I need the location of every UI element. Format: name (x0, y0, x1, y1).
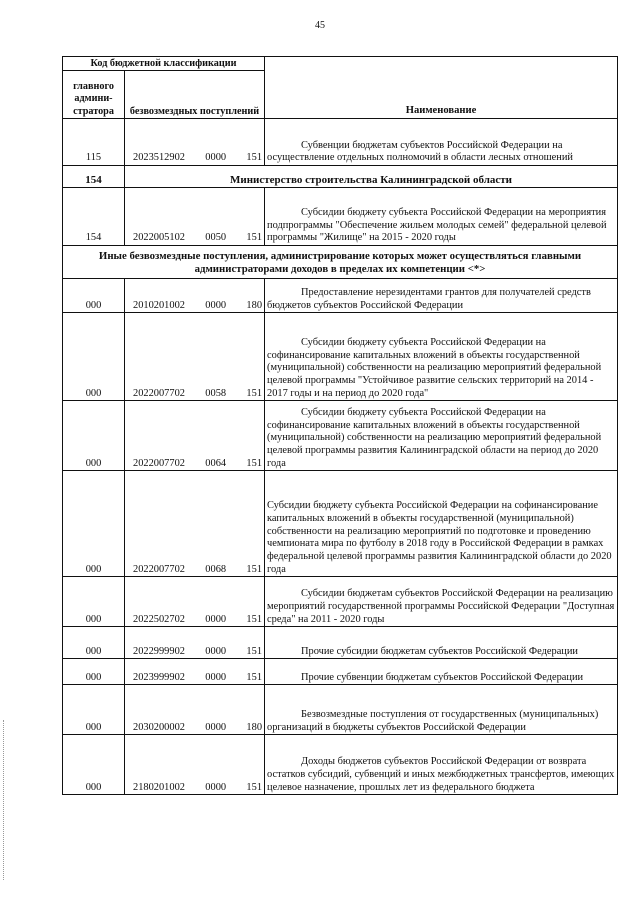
item-name (265, 685, 618, 735)
table-row (63, 401, 618, 471)
code-part-class: 151 (246, 152, 263, 164)
admin-code: 000 (63, 685, 125, 735)
code-part-main: 2010201002 (133, 299, 185, 311)
code-part-main: 2023512902 (133, 152, 185, 164)
scan-edge-marks (3, 720, 5, 880)
code-part-program: 0068 (205, 563, 227, 575)
admin-code: 000 (63, 471, 125, 577)
receipt-code (125, 119, 265, 166)
code-part-class: 151 (246, 387, 263, 399)
budget-classification-table (62, 56, 618, 795)
item-name (265, 735, 618, 795)
code-part-class: 151 (246, 232, 263, 244)
item-name-text: Субсидии бюджетам субъектов Российской Федерации на реализацию мероприятий государственной программы Российской Федерации "Доступная среда" на 2011 - 2020 годы (267, 588, 615, 625)
receipt-code (125, 279, 265, 313)
admin-code: 115 (63, 119, 125, 166)
code-part-program: 0000 (205, 152, 227, 164)
code-part-program: 0000 (205, 299, 227, 311)
receipt-code (125, 735, 265, 795)
item-name-text: Предоставление нерезидентами грантов для получателей средств бюджетов субъектов Российской Федерации (267, 286, 591, 311)
code-part-program: 0000 (205, 721, 227, 733)
code-part-class: 151 (246, 645, 263, 657)
admin-code: 000 (63, 577, 125, 627)
item-name-text: Субвенции бюджетам субъектов Российской Федерации на осуществление отдельных полномочий в области лесных отношений (267, 139, 573, 164)
admin-code: 000 (63, 279, 125, 313)
item-name (265, 659, 618, 685)
receipt-code (125, 471, 265, 577)
header-admin: главного админи-стратора (63, 71, 125, 119)
item-name-text: Безвозмездные поступления от государственных (муниципальных) организаций в бюджеты субъектов Российской Федерации (267, 708, 599, 733)
item-name-text: Доходы бюджетов субъектов Российской Федерации от возврата остатков субсидий, субвенций и иных межбюджетных трансфертов, имеющих целевое назначение, прошлых лет из федерального бюджета (267, 756, 615, 793)
receipt-code (125, 188, 265, 246)
item-name-text: Субсидии бюджету субъекта Российской Федерации на софинансирование капитальных вложений в объекты государственной (муниципальной) собственности на реализацию мероприятий федеральной целевой программы "Устойчивое развитие сельских территорий на 2014 - 2017 годы и на период до 2020 года" (267, 336, 602, 399)
table-row (63, 627, 618, 659)
section-title: Министерство строительства Калининградской области (125, 166, 618, 188)
item-name-text: Прочие субсидии бюджетам субъектов Российской Федерации (301, 645, 578, 657)
code-part-main: 2022999902 (133, 645, 185, 657)
admin-code: 000 (63, 313, 125, 401)
admin-code: 000 (63, 401, 125, 471)
item-name (265, 401, 618, 471)
table-row (63, 188, 618, 246)
group-heading: Иные безвозмездные поступления, администрирование которых может осуществляться главными администраторами доходов в пределах их компетенции <*> (63, 246, 618, 279)
page-number: 45 (315, 20, 325, 31)
admin-code: 000 (63, 627, 125, 659)
code-part-class: 151 (246, 563, 263, 575)
table-row (63, 685, 618, 735)
header-name: Наименование (265, 57, 618, 119)
code-part-program: 0050 (205, 232, 227, 244)
item-name-text: Субсидии бюджету субъекта Российской Федерации на софинансирование капитальных вложений в объекты государственной (муниципальной) собственности на реализацию мероприятий федеральной целевой программы развития Калининградской области на период до 2020 года (267, 406, 602, 469)
receipt-code (125, 401, 265, 471)
table-row (63, 119, 618, 166)
code-part-program: 0000 (205, 781, 227, 793)
table-row (63, 735, 618, 795)
code-part-main: 2022005102 (133, 232, 185, 244)
item-name (265, 313, 618, 401)
table-row (63, 313, 618, 401)
item-name (265, 471, 618, 577)
header-code-group: Код бюджетной классификации (63, 57, 265, 71)
code-part-main: 2180201002 (133, 781, 185, 793)
section-row (63, 166, 618, 188)
table-row (63, 659, 618, 685)
item-name (265, 188, 618, 246)
code-part-main: 2023999902 (133, 671, 185, 683)
receipt-code (125, 659, 265, 685)
header-receipts: безвозмездных поступлений (125, 71, 265, 119)
section-admin-code: 154 (63, 166, 125, 188)
code-part-class: 180 (246, 721, 263, 733)
code-part-class: 180 (246, 299, 263, 311)
code-part-program: 0058 (205, 387, 227, 399)
item-name (265, 119, 618, 166)
item-name (265, 577, 618, 627)
code-part-main: 2022502702 (133, 613, 185, 625)
code-part-program: 0000 (205, 671, 227, 683)
table-row (63, 279, 618, 313)
code-part-main: 2022007702 (133, 457, 185, 469)
code-part-program: 0064 (205, 457, 227, 469)
item-name (265, 627, 618, 659)
code-part-class: 151 (246, 671, 263, 683)
receipt-code (125, 685, 265, 735)
item-name-text: Прочие субвенции бюджетам субъектов Российской Федерации (301, 671, 584, 683)
item-name-text: Субсидии бюджету субъекта Российской Федерации на мероприятия подпрограммы "Обеспечение жильем молодых семей" федеральной целевой программы "Жилище" на 2015 - 2020 годы (267, 206, 607, 244)
table-body (63, 119, 618, 795)
code-part-class: 151 (246, 781, 263, 793)
receipt-code (125, 627, 265, 659)
code-part-main: 2022007702 (133, 563, 185, 575)
code-part-program: 0000 (205, 645, 227, 657)
group-heading-row (63, 246, 618, 279)
code-part-main: 2022007702 (133, 387, 185, 399)
code-part-main: 2030200002 (133, 721, 185, 733)
admin-code: 000 (63, 735, 125, 795)
receipt-code (125, 313, 265, 401)
code-part-class: 151 (246, 457, 263, 469)
admin-code: 000 (63, 659, 125, 685)
table-row (63, 471, 618, 577)
item-name (265, 279, 618, 313)
code-part-class: 151 (246, 613, 263, 625)
item-name-text: Субсидии бюджету субъекта Российской Федерации на софинансирование капитальных вложений в объекты государственной (муниципальной) собственности на реализацию мероприятий по подготовке и проведению чемпионата мира по футболу в 2018 году в Российской Федерации в рамках федеральной целевой программы развития Калининградской области до 2020 года (267, 500, 612, 575)
admin-code: 154 (63, 188, 125, 246)
receipt-code (125, 577, 265, 627)
table-row (63, 577, 618, 627)
code-part-program: 0000 (205, 613, 227, 625)
